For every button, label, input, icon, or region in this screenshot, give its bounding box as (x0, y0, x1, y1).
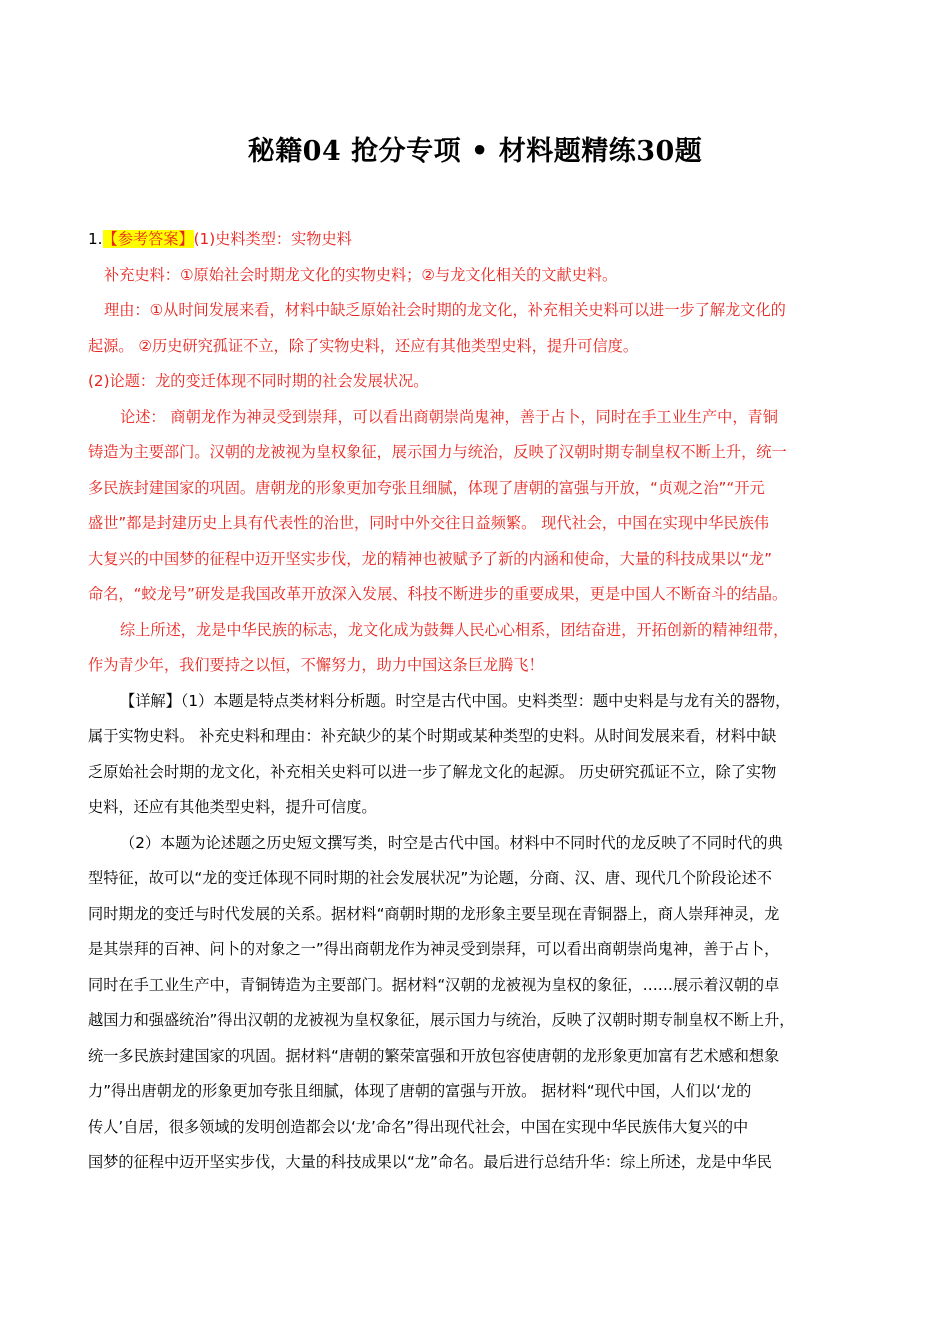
answer-line: 综上所述，龙是中华民族的标志，龙文化成为鼓舞人民心心相系，团结奋进，开拓创新的精神纽带， (120, 620, 789, 639)
detail-line: 是其崇拜的百神、问卜的对象之一”得出商朝龙作为神灵受到崇拜，可以看出商朝崇尚鬼神，善于占卜， (88, 940, 780, 958)
detail-line: 统一多民族封建国家的巩固。据材料“唐朝的繁荣富强和开放包容使唐朝的龙形象更加富有艺术感和想象 (88, 1046, 780, 1065)
detail-line: 同时期龙的变迁与时代发展的关系。据材料“商朝时期的龙形象主要呈现在青铜器上，商人崇拜神灵，龙 (88, 904, 780, 923)
answer-line: 命名，“蛟龙号”研发是我国改革开放深入发展、科技不断进步的重要成果，更是中国人不断奋斗的结晶。 (88, 585, 788, 603)
answer-line: 盛世”都是封建历史上具有代表性的治世，同时中外交往日益频繁。 现代社会，中国在实现中华民族伟 (88, 514, 769, 532)
detail-line: 传人’自居，很多领域的发明创造都会以‘龙’命名”得出现代社会，中国在实现中华民族伟大复兴的中 (88, 1117, 749, 1136)
document-body (88, 222, 860, 1181)
detail-line: 史料，还应有其他类型史料，提升可信度。 (88, 798, 377, 816)
answer-line: 作为青少年，我们要持之以恒，不懈努力，助力中国这条巨龙腾飞！ (88, 656, 544, 674)
answer-line: 理由：①从时间发展来看，材料中缺乏原始社会时期的龙文化，补充相关史料可以进一步了解龙文化的 (104, 301, 786, 319)
detail-line: 属于实物史料。 补充史料和理由：补充缺少的某个时期或某种类型的史料。从时间发展来看，材料中缺 (88, 727, 777, 745)
answer-tag: 【参考答案】 (102, 230, 194, 248)
answer-line: 多民族封建国家的巩固。唐朝龙的形象更加夸张且细腻，体现了唐朝的富强与开放，“贞观之治”“开元 (88, 478, 765, 497)
answer-line: 论述： 商朝龙作为神灵受到崇拜，可以看出商朝崇尚鬼神，善于占卜，同时在手工业生产中，青铜 (120, 407, 778, 426)
detail-line: 国梦的征程中迈开坚实步伐，大量的科技成果以“龙”命名。最后进行总结升华：综上所述，龙是中华民 (88, 1153, 772, 1171)
question-number: 1. (88, 230, 103, 248)
answer-line: (2)论题：龙的变迁体现不同时期的社会发展状况。 (88, 372, 429, 390)
answer-line: 起源。 ②历史研究孤证不立，除了实物史料，还应有其他类型史料，提升可信度。 (88, 336, 639, 355)
answer-line: 大复兴的中国梦的征程中迈开坚实步伐，龙的精神也被赋予了新的内涵和使命，大量的科技成果以“龙” (88, 549, 772, 568)
detail-line: 【详解】（1）本题是特点类材料分析题。时空是古代中国。史料类型：题中史料是与龙有关的器物， (120, 691, 791, 710)
detail-line: 越国力和强盛统治”得出汉朝的龙被视为皇权象征，展示国力与统治，反映了汉朝时期专制皇权不断上升， (88, 1011, 795, 1029)
detail-line: （2）本题为论述题之历史短文撰写类，时空是古代中国。材料中不同时代的龙反映了不同时代的典 (120, 833, 783, 852)
detail-line: 同时在手工业生产中，青铜铸造为主要部门。据材料“汉朝的龙被视为皇权的象征，……展示着汉朝的卓 (88, 975, 780, 994)
answer-line: 铸造为主要部门。汉朝的龙被视为皇权象征，展示国力与统治，反映了汉朝时期专制皇权不断上升，统一 (88, 443, 787, 461)
detail-line: 型特征，故可以“龙的变迁体现不同时期的社会发展状况”为论题，分商、汉、唐、现代几个阶段论述不 (88, 869, 772, 887)
detail-line: 乏原始社会时期的龙文化，补充相关史料可以进一步了解龙文化的起源。 历史研究孤证不立，除了实物 (88, 762, 777, 781)
answer-line-1 (88, 222, 860, 258)
answer-line: 补充史料：①原始社会时期龙文化的实物史料；②与龙文化相关的文献史料。 (104, 265, 618, 284)
answer-text: (1)史料类型：实物史料 (193, 230, 352, 248)
detail-line: 力”得出唐朝龙的形象更加夸张且细腻，体现了唐朝的富强与开放。 据材料“现代中国，人们以‘龙的 (88, 1082, 752, 1100)
page-title: 秘籍04 抢分专项 • 材料题精练30题 (247, 136, 703, 167)
